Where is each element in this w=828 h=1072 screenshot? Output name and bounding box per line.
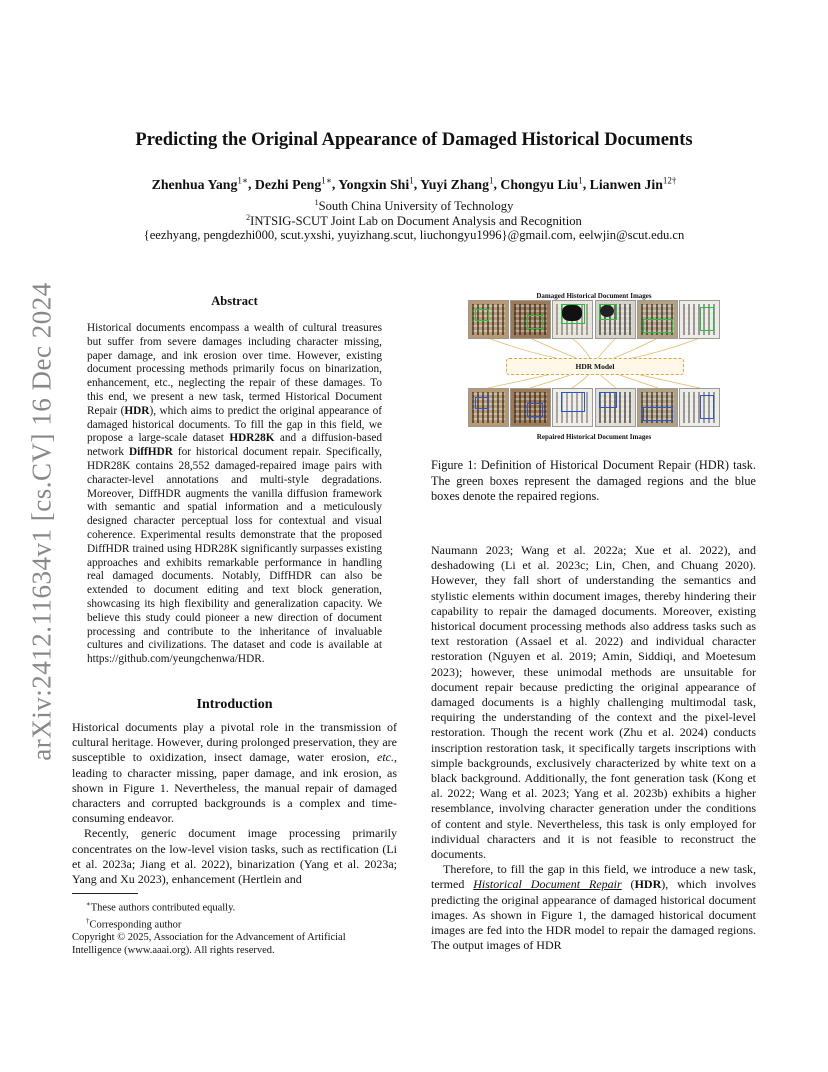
author-emails: {eezhyang, pengdezhi000, scut.yxshi, yuyizhang.scut, liuchongyu1996}@gmail.com, eelwjin@scut.edu.cn bbox=[143, 228, 685, 242]
introduction-heading: Introduction bbox=[196, 697, 273, 712]
hdr-model-block: HDR Model bbox=[506, 358, 684, 375]
connector-line bbox=[530, 338, 576, 358]
damaged-document-image bbox=[595, 300, 636, 339]
damaged-document-image bbox=[468, 300, 509, 339]
intro-paragraph-2: Recently, generic document image processing primarily concentrates on the low-level vision tasks, such as rectification (Li et al. 2023a; Jiang et al. 2022), binarization (Yang et al. 2023a; Yang and Xu 2023), enhancement (Hertlein and bbox=[72, 826, 397, 887]
damaged-document-image bbox=[637, 300, 678, 339]
figure-bottom-label: Repaired Historical Document Images bbox=[536, 433, 652, 441]
arxiv-identifier bbox=[22, 281, 62, 761]
author: Yongxin Shi$^1$ bbox=[338, 175, 414, 192]
author-list: Zhenhua Yang$^{1∗}$, Dezhi Peng$^{1∗}$, Yongxin Shi$^1$, Yuyi Zhang$^1$, Chongyu Liu$^1$, Lianwen Jin$^{12\dagger}$ bbox=[151, 175, 677, 192]
damaged-document-image bbox=[552, 300, 593, 339]
connector-line bbox=[572, 373, 590, 388]
figure-top-label: Damaged Historical Document Images bbox=[536, 292, 652, 300]
affiliation-1: $^1$South China University of Technology bbox=[314, 198, 514, 214]
author: Yuyi Zhang$^1$ bbox=[420, 175, 494, 192]
connector-line bbox=[632, 373, 700, 388]
author: Chongyu Liu$^1$ bbox=[500, 175, 583, 192]
author: Zhenhua Yang$^{1∗}$ bbox=[151, 175, 249, 192]
footnote-corresponding: †Corresponding author bbox=[86, 916, 182, 930]
repaired-document-image bbox=[595, 388, 636, 427]
paper-title: Predicting the Original Appearance of Damaged Historical Documents bbox=[135, 130, 693, 150]
connector-line bbox=[530, 373, 576, 388]
repaired-document-image bbox=[637, 388, 678, 427]
introduction-text bbox=[72, 720, 397, 887]
intro-paragraph-1: Historical documents play a pivotal role in the transmission of cultural heritage. However, during prolonged preservation, they are susceptible to oxidization, insect damage, water erosion, etc., leading to character missing, paper damage, and ink erosion, as shown in Figure 1. Nevertheless, the manual repair of damaged characters and corrupted backgrounds is a complex and time-consuming endeavor. bbox=[72, 720, 397, 826]
affiliation-2: $^2$INTSIG-SCUT Joint Lab on Document Analysis and Recognition bbox=[246, 213, 582, 229]
right-paragraph-1: Naumann 2023; Wang et al. 2022a; Xue et al. 2022), and deshadowing (Li et al. 2023c; Lin, Chen, and Chuang 2020). However, they fall short of understanding the semantics and stylistic elements within document images, thereby hindering their capability to repair the damaged documents. Moreover, existing historical document processing methods also address tasks such as text restoration (Assael et al. 2022) and individual character restoration (Nguyen et al. 2019; Amin, Siddiqi, and Moetesum 2023); however, these unimodal methods are unsuitable for document repair because predicting the original appearance of damaged documents is a highly challenging multimodal task, requiring the understanding of the context and the pixel-level restoration. Though the recent work (Zhu et al. 2024) conducts inscription restoration task, it specifically targets inscriptions with simple backgrounds, exclusively characterized by white text on a black background. Additionally, the font generation task (Kong et al. 2022; Wang et al. 2023; Yang et al. 2023b) exhibits a higher resemblance, involving character generation under the conditions of content and style. Nevertheless, this task is only employed for individual characters and it is not feasible to reconstruct the documents. bbox=[431, 543, 756, 862]
task-name-term: Historical Document Repair bbox=[473, 877, 622, 892]
connector-line bbox=[598, 338, 616, 358]
repaired-document-image bbox=[468, 388, 509, 427]
connector-line bbox=[614, 373, 658, 388]
right-paragraph-2: Therefore, to fill the gap in this field, we introduce a new task, termed Historical Document Repair (HDR), which involves predicting the original appearance of damaged historical document images. As shown in Figure 1, the damaged historical document images are fed into the HDR model to repair the damaged regions. The output images of HDR bbox=[431, 862, 756, 953]
footnote-equal-contribution: ∗These authors contributed equally. bbox=[86, 900, 236, 914]
footnote-divider bbox=[72, 893, 138, 894]
connector-line bbox=[598, 373, 616, 388]
arxiv-id-text: arXiv:2412.11634v1 [cs.CV] 16 Dec 2024 bbox=[26, 281, 57, 761]
connector-line bbox=[614, 338, 658, 358]
damaged-document-image bbox=[510, 300, 551, 339]
author: Lianwen Jin$^{12\dagger}$ bbox=[589, 175, 677, 192]
connector-line bbox=[572, 338, 590, 358]
right-column-text bbox=[431, 543, 756, 953]
connector-line bbox=[488, 373, 556, 388]
copyright-notice: Copyright © 2025, Association for the Advancement of Artificial Intelligence (www.aaai.org). All rights reserved. bbox=[72, 932, 346, 956]
abstract-text: Historical documents encompass a wealth of cultural treasures but suffer from severe damages including character missing, paper damage, and ink erosion over time. However, existing document processing methods primarily focus on binarization, enhancement, etc., neglecting the repair of these damages. To this end, we present a new task, termed Historical Document Repair (HDR), which aims to predict the original appearance of damaged historical documents. To fill the gap in this field, we propose a large-scale dataset HDR28K and a diffusion-based network DiffHDR for historical document repair. Specifically, HDR28K contains 28,552 damaged-repaired image pairs with character-level annotations and multi-style degradations. Moreover, DiffHDR augments the vanilla diffusion framework with semantic and spatial information and a meticulously designed character perceptual loss for contextual and visual coherence. Experimental results demonstrate that the proposed DiffHDR trained using HDR28K significantly surpasses existing approaches and exhibits remarkable performance in handling real damaged documents. Notably, DiffHDR can also be extended to document editing and text block generation, showcasing its high flexibility and generalization capacity. We believe this study could pioneer a new direction of document processing and contribute to the inheritance of invaluable cultures and civilizations. The dataset and code is available at https://github.com/yeungchenwa/HDR. bbox=[87, 322, 382, 666]
repaired-document-image bbox=[552, 388, 593, 427]
damaged-document-image bbox=[679, 300, 720, 339]
footnotes bbox=[72, 898, 397, 957]
repaired-images-row bbox=[468, 388, 720, 426]
figure-1 bbox=[466, 292, 722, 444]
figure-1-caption: Figure 1: Definition of Historical Document Repair (HDR) task. The green boxes represent the damaged regions and the blue boxes denote the repaired regions. bbox=[431, 458, 756, 503]
damaged-images-row bbox=[468, 300, 720, 338]
connector-line bbox=[632, 338, 700, 358]
author: Dezhi Peng$^{1∗}$ bbox=[254, 175, 332, 192]
repaired-document-image bbox=[679, 388, 720, 427]
repaired-document-image bbox=[510, 388, 551, 427]
connector-line bbox=[488, 338, 556, 358]
abstract-heading: Abstract bbox=[211, 294, 258, 308]
